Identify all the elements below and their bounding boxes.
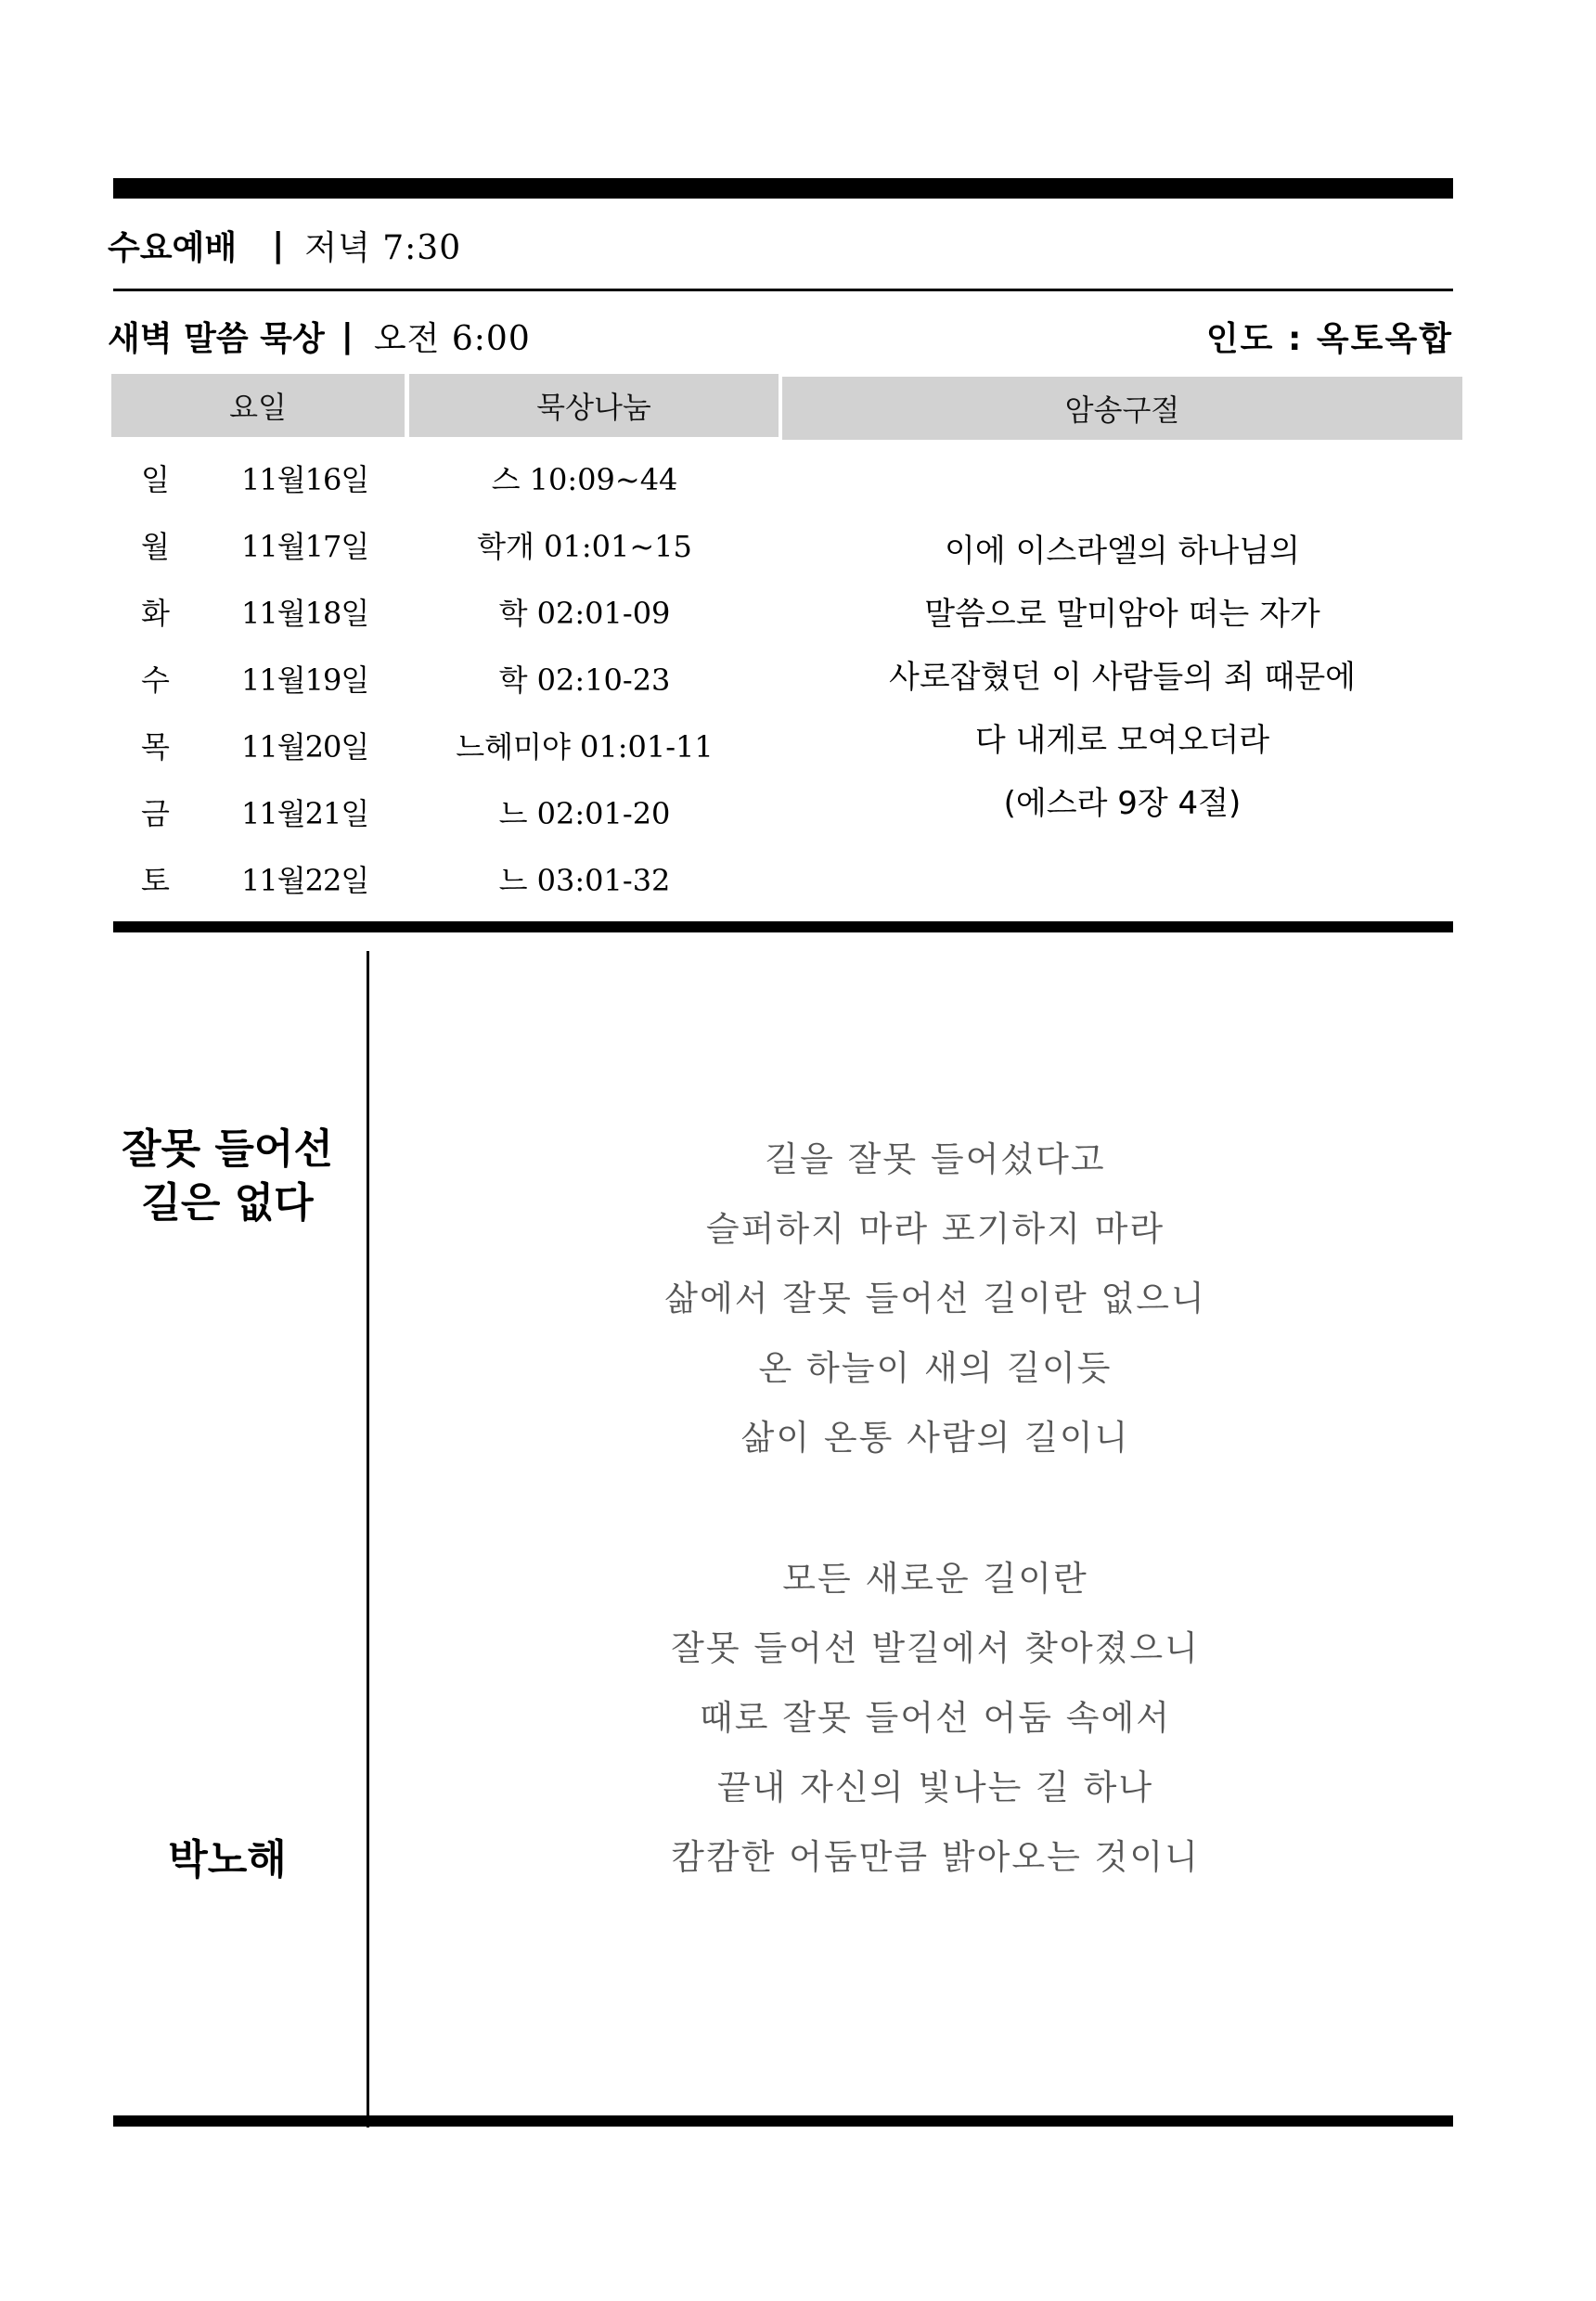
stanza-gap [369, 1472, 1501, 1544]
row-day: 화 [141, 596, 170, 631]
row-reading: 느헤미야 01:01-11 [456, 729, 714, 765]
bottom-thick-rule [113, 2115, 1453, 2127]
mid-thick-rule [113, 921, 1453, 932]
poem-line: 삶에서 잘못 들어선 길이란 없으니 [664, 1279, 1206, 1318]
poem-line: 삶이 온통 사람의 길이니 [740, 1418, 1130, 1458]
dawn-meditation-time: 오전 6:00 [373, 319, 531, 358]
row-day: 토 [141, 863, 170, 898]
verse-line: 다 내게로 모여오더라 [974, 722, 1270, 759]
row-date: 11월20일 [241, 729, 369, 765]
row-reading: 느 02:01-20 [498, 796, 671, 831]
separator: | [272, 225, 285, 264]
poem-line: 길을 잘못 들어섰다고 [765, 1139, 1106, 1179]
row-reading: 학개 01:01~15 [477, 529, 692, 564]
row-date: 11월17일 [241, 529, 369, 564]
poem-line: 모든 새로운 길이란 [782, 1559, 1088, 1599]
poem-title-line: 잘못 들어선 [122, 1125, 333, 1173]
separator: | [341, 316, 354, 355]
table-row [111, 584, 779, 639]
table-header-day: 요일 [111, 374, 405, 437]
table-row [111, 717, 779, 773]
wednesday-service-title: 수요예배 [108, 228, 238, 267]
dawn-meditation-title: 새벽 말씀 묵상 [108, 319, 325, 358]
table-header-reading: 묵상나눔 [409, 374, 779, 437]
poem-line: 슬퍼하지 마라 포기하지 마라 [705, 1209, 1165, 1249]
table-row [111, 784, 779, 840]
row-date: 11월19일 [241, 662, 369, 698]
dawn-meditation-row [108, 310, 531, 362]
row-reading: 스 10:09~44 [491, 462, 678, 497]
wednesday-service-row [108, 219, 461, 271]
wednesday-service-time: 저녁 7:30 [304, 228, 462, 267]
verse-line: 사로잡혔던 이 사람들의 죄 때문에 [888, 659, 1357, 696]
table-row [111, 517, 779, 572]
verse-reference: (에스라 9장 4절) [1003, 785, 1242, 822]
poem-line: 잘못 들어선 발길에서 찾아졌으니 [671, 1628, 1200, 1668]
row-reading: 학 02:10-23 [498, 662, 671, 698]
row-date: 11월16일 [241, 462, 369, 497]
poem-line: 캄캄한 어둠만큼 밝아오는 것이니 [671, 1837, 1200, 1877]
poem-title-line: 길은 없다 [141, 1179, 314, 1227]
row-day: 목 [141, 729, 170, 765]
table-row [111, 650, 779, 706]
poem-body [369, 1125, 1501, 1892]
table-row [111, 450, 779, 506]
row-reading: 느 03:01-32 [498, 863, 671, 898]
poem-author: 박노해 [168, 1836, 287, 1883]
poem-line: 끝내 자신의 빛나는 길 하나 [716, 1768, 1154, 1807]
memory-verse [782, 520, 1462, 835]
table-row [111, 851, 779, 906]
verse-line: 말씀으로 말미암아 떠는 자가 [924, 596, 1320, 633]
verse-line: 이에 이스라엘의 하나님의 [945, 533, 1300, 570]
top-thick-rule [113, 178, 1453, 199]
row-date: 11월22일 [241, 863, 369, 898]
leader-label: 인도 : 옥토옥합 [1205, 319, 1453, 358]
poem-line: 온 하늘이 새의 길이듯 [758, 1348, 1113, 1388]
row-day: 수 [141, 662, 170, 698]
row-reading: 학 02:01-09 [498, 596, 671, 631]
section-divider [113, 289, 1453, 291]
row-day: 금 [141, 796, 170, 831]
row-day: 일 [141, 462, 170, 497]
row-date: 11월18일 [241, 596, 369, 631]
poem-title [102, 1123, 353, 1230]
row-day: 월 [141, 529, 170, 564]
row-date: 11월21일 [241, 796, 369, 831]
poem-line: 때로 잘못 들어선 어둠 속에서 [700, 1698, 1171, 1738]
table-header-memory-verse: 암송구절 [782, 377, 1462, 440]
